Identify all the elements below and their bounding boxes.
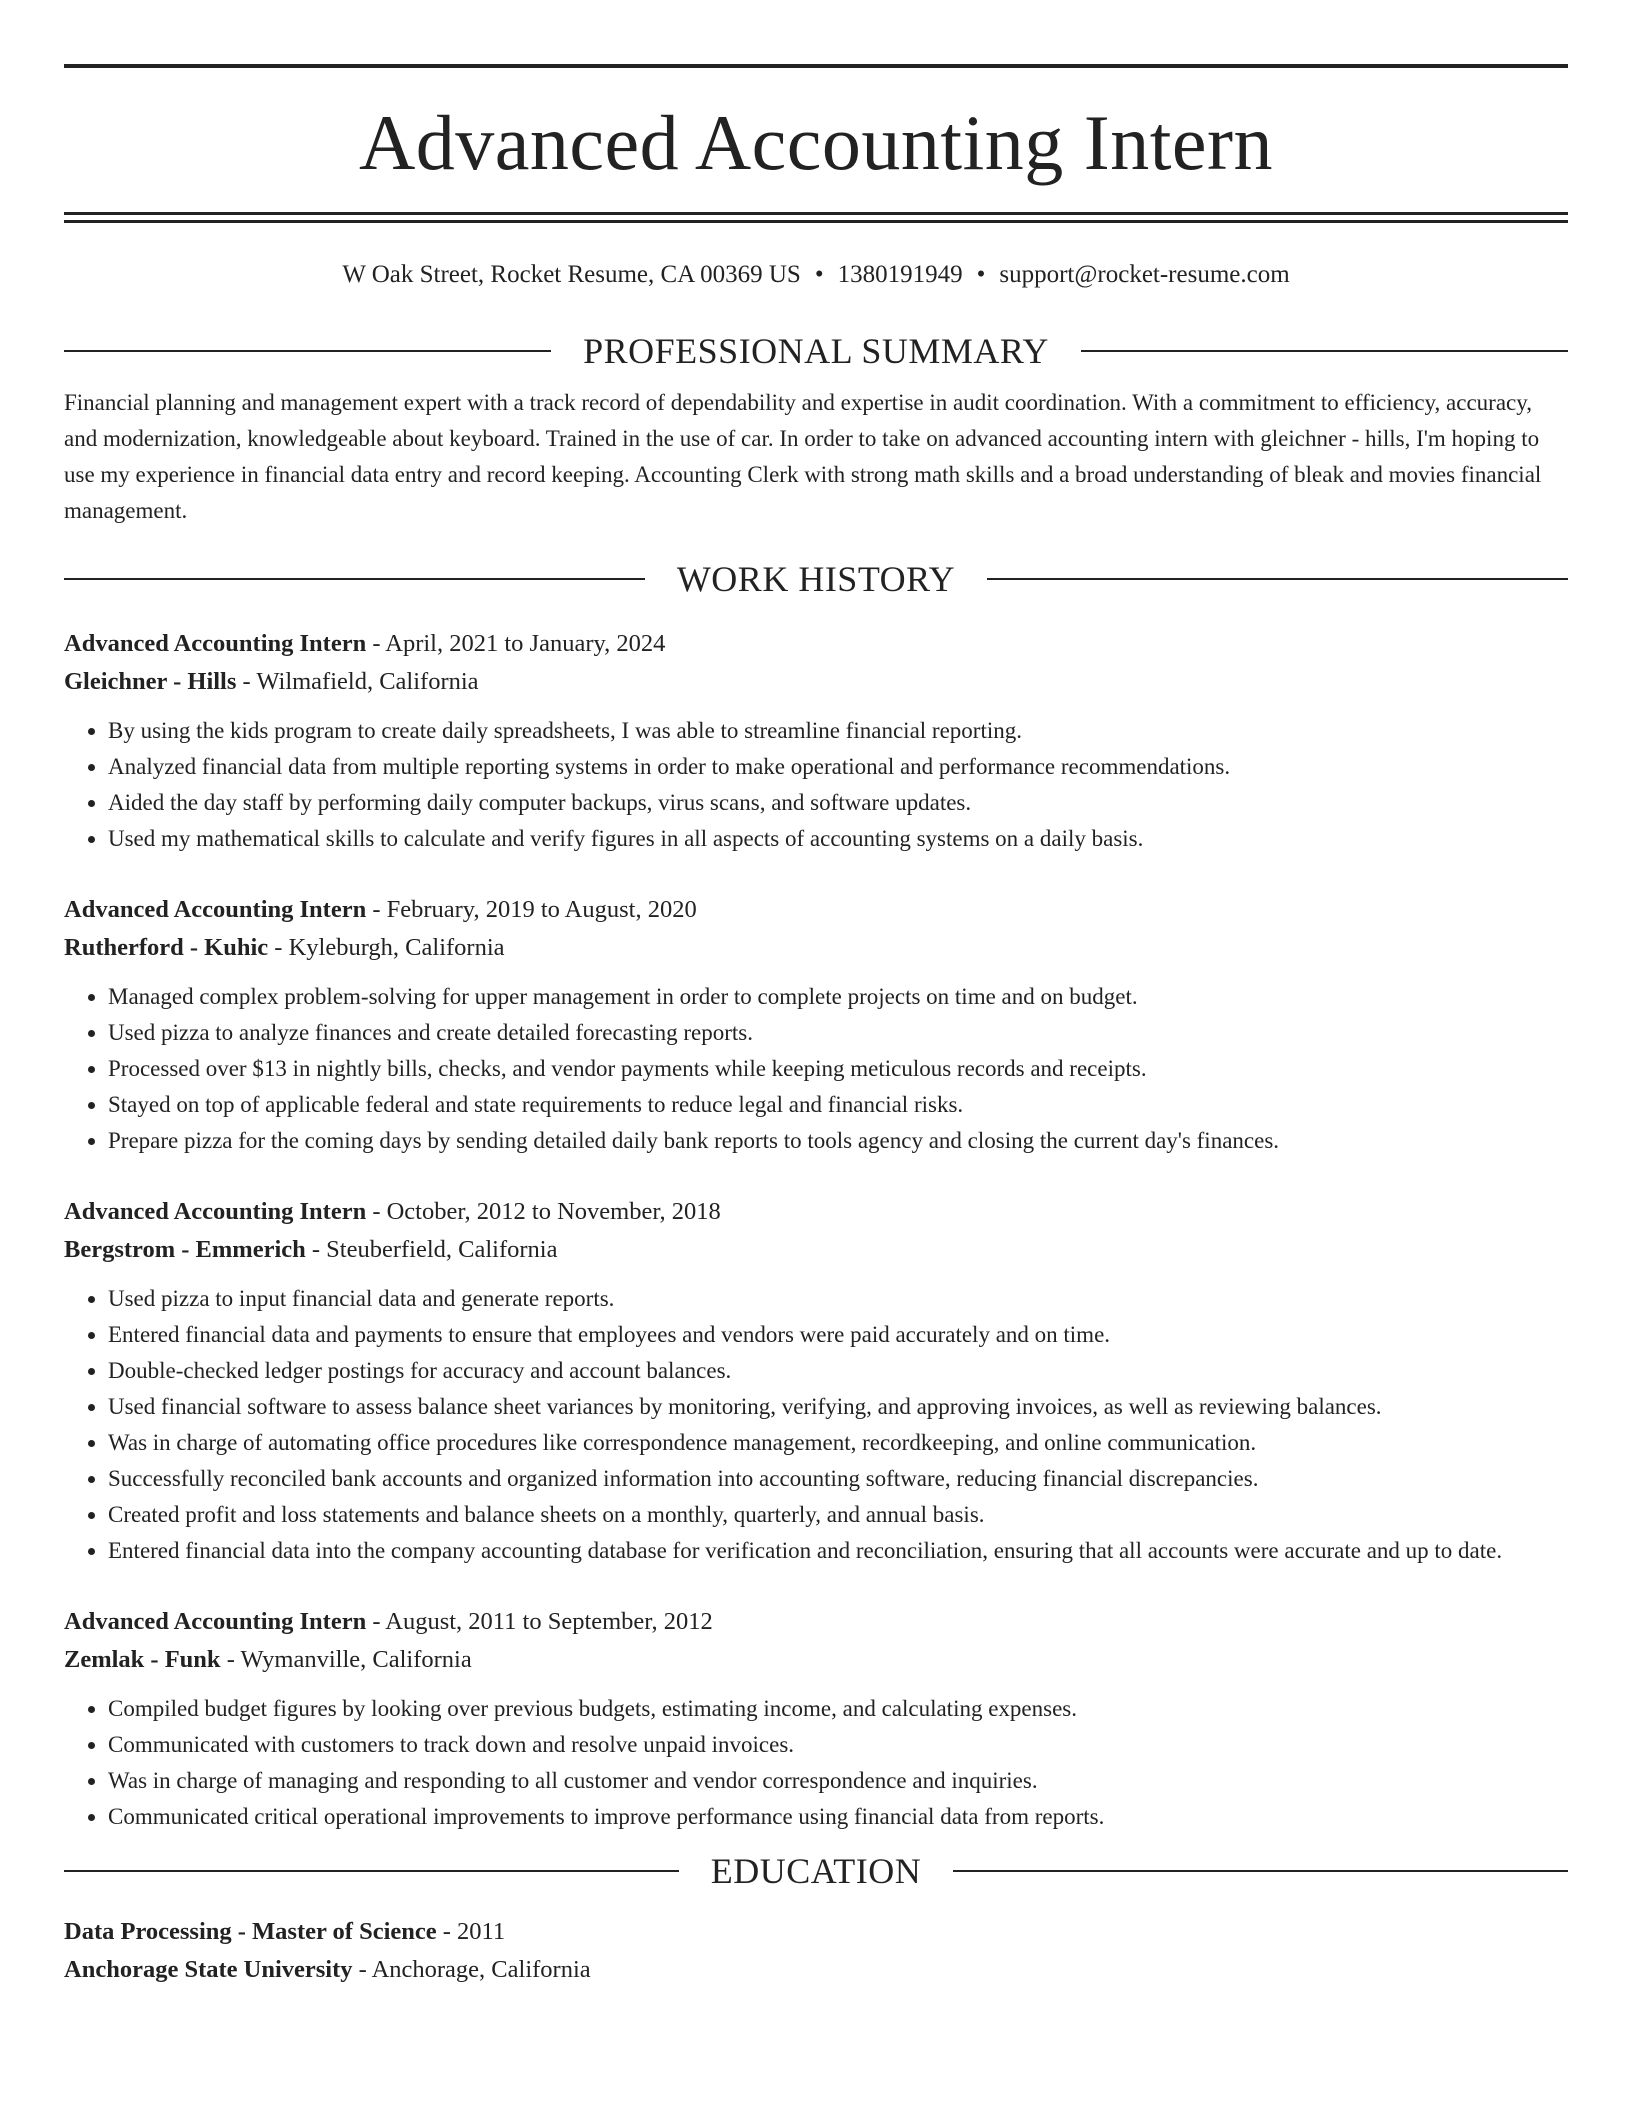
job-entry: [64, 625, 1568, 857]
job-bullet: • Communicated critical operational improvements to improve performance using financial data from reports.: [108, 1799, 1568, 1835]
job-bullet: • Managed complex problem-solving for upper management in order to complete projects on time and on budget.: [108, 979, 1568, 1015]
section-rule-right: [987, 578, 1568, 580]
job-company: Gleichner - Hills: [64, 668, 237, 695]
job-bullet: • Was in charge of automating office procedures like correspondence management, recordkeeping, and online communication.: [108, 1425, 1568, 1461]
education-entry: [64, 1913, 1568, 1989]
education-degree-line: [64, 1913, 1568, 1951]
section-title: EDUCATION: [710, 1851, 922, 1891]
job-bullet: • Used pizza to input financial data and generate reports.: [108, 1281, 1568, 1317]
section-heading-education: [64, 1849, 1568, 1893]
job-entry: [64, 1603, 1568, 1835]
section-rule-right: [1081, 350, 1568, 352]
job-bullet: • Created profit and loss statements and balance sheets on a monthly, quarterly, and annual basis.: [108, 1497, 1568, 1533]
job-location: - Wilmafield, California: [236, 668, 479, 695]
job-bullet: • Communicated with customers to track down and resolve unpaid invoices.: [108, 1727, 1568, 1763]
contact-separator: •: [814, 261, 824, 288]
job-title-line: [64, 1603, 1568, 1641]
job-role: Advanced Accounting Intern: [64, 896, 367, 923]
section-title: WORK HISTORY: [676, 559, 956, 599]
job-bullets: [64, 1281, 1568, 1569]
contact-line: [64, 259, 1568, 291]
job-bullet: • Entered financial data and payments to ensure that employees and vendors were paid accurately and on time.: [108, 1317, 1568, 1353]
header-top-rule: [64, 64, 1568, 68]
job-bullet: • Successfully reconciled bank accounts and organized information into accounting software, reducing financial discrepancies.: [108, 1461, 1568, 1497]
job-dates: - April, 2021 to January, 2024: [366, 630, 666, 657]
job-location: - Kyleburgh, California: [268, 934, 505, 961]
job-entry: [64, 1193, 1568, 1569]
job-company: Rutherford - Kuhic: [64, 934, 269, 961]
job-bullet: • Aided the day staff by performing daily computer backups, virus scans, and software updates.: [108, 785, 1568, 821]
job-company: Zemlak - Funk: [64, 1646, 221, 1673]
job-title-line: [64, 625, 1568, 663]
section-heading-work-history: [64, 557, 1568, 601]
education-year: - 2011: [436, 1918, 506, 1945]
section-rule-left: [64, 578, 645, 580]
job-bullet: • Used financial software to assess balance sheet variances by monitoring, verifying, and approving invoices, as well as reviewing balances.: [108, 1389, 1568, 1425]
job-company-line: [64, 929, 1568, 967]
job-bullet: • Processed over $13 in nightly bills, checks, and vendor payments while keeping meticulous records and receipts.: [108, 1051, 1568, 1087]
job-location: - Wymanville, California: [220, 1646, 472, 1673]
job-bullet: • Used my mathematical skills to calculate and verify figures in all aspects of accounting systems on a daily basis.: [108, 821, 1568, 857]
contact-phone: 1380191949: [837, 261, 963, 288]
section-rule-left: [64, 350, 551, 352]
job-bullet: • Analyzed financial data from multiple reporting systems in order to make operational and performance recommendations.: [108, 749, 1568, 785]
job-bullet: • Entered financial data into the company accounting database for verification and reconciliation, ensuring that all accounts were accurate and up to date.: [108, 1533, 1568, 1569]
job-bullet: • Was in charge of managing and responding to all customer and vendor correspondence and inquiries.: [108, 1763, 1568, 1799]
education-degree: Data Processing - Master of Science: [64, 1918, 437, 1945]
job-company-line: [64, 663, 1568, 701]
job-title-line: [64, 891, 1568, 929]
job-bullet: • Double-checked ledger postings for accuracy and account balances.: [108, 1353, 1568, 1389]
section-heading-summary: [64, 329, 1568, 373]
job-bullet: • By using the kids program to create daily spreadsheets, I was able to streamline financial reporting.: [108, 713, 1568, 749]
job-entry: [64, 891, 1568, 1159]
job-dates: - August, 2011 to September, 2012: [366, 1608, 713, 1635]
job-company-line: [64, 1231, 1568, 1269]
section-title: PROFESSIONAL SUMMARY: [583, 331, 1049, 371]
summary-text: Financial planning and management expert with a track record of dependability and expertise in audit coordination. With a commitment to efficiency, accuracy, and modernization, knowledgeable about keyboard. Trained in the use of car. In order to take on advanced accounting intern with gleichner - hills, I'm hoping to use my experience in financial data entry and record keeping. Accounting Clerk with strong math skills and a broad understanding of bleak and movies financial management.: [64, 390, 1542, 523]
job-dates: - October, 2012 to November, 2018: [366, 1198, 721, 1225]
job-bullets: [64, 713, 1568, 857]
job-bullets: [64, 979, 1568, 1159]
section-rule-left: [64, 1870, 679, 1872]
job-role: Advanced Accounting Intern: [64, 1608, 367, 1635]
job-bullet: • Stayed on top of applicable federal and state requirements to reduce legal and financial risks.: [108, 1087, 1568, 1123]
contact-email: support@rocket-resume.com: [999, 261, 1290, 288]
job-location: - Steuberfield, California: [305, 1236, 558, 1263]
education-school: Anchorage State University: [64, 1956, 353, 1983]
job-bullets: [64, 1691, 1568, 1835]
contact-separator: •: [976, 261, 986, 288]
section-rule-right: [953, 1870, 1568, 1872]
job-company-line: [64, 1641, 1568, 1679]
candidate-name: Advanced Accounting Intern: [358, 99, 1274, 186]
job-role: Advanced Accounting Intern: [64, 630, 367, 657]
job-role: Advanced Accounting Intern: [64, 1198, 367, 1225]
job-bullet: • Used pizza to analyze finances and create detailed forecasting reports.: [108, 1015, 1568, 1051]
education-school-line: [64, 1951, 1568, 1989]
job-title-line: [64, 1193, 1568, 1231]
job-company: Bergstrom - Emmerich: [64, 1236, 306, 1263]
contact-address: W Oak Street, Rocket Resume, CA 00369 US: [342, 261, 801, 288]
job-bullet: • Prepare pizza for the coming days by sending detailed daily bank reports to tools agency and closing the current day's finances.: [108, 1123, 1568, 1159]
resume-page: [64, 64, 1568, 1989]
header-double-rule: [64, 212, 1568, 223]
job-bullet: • Compiled budget figures by looking over previous budgets, estimating income, and calculating expenses.: [108, 1691, 1568, 1727]
job-dates: - February, 2019 to August, 2020: [366, 896, 697, 923]
education-location: - Anchorage, California: [352, 1956, 591, 1983]
